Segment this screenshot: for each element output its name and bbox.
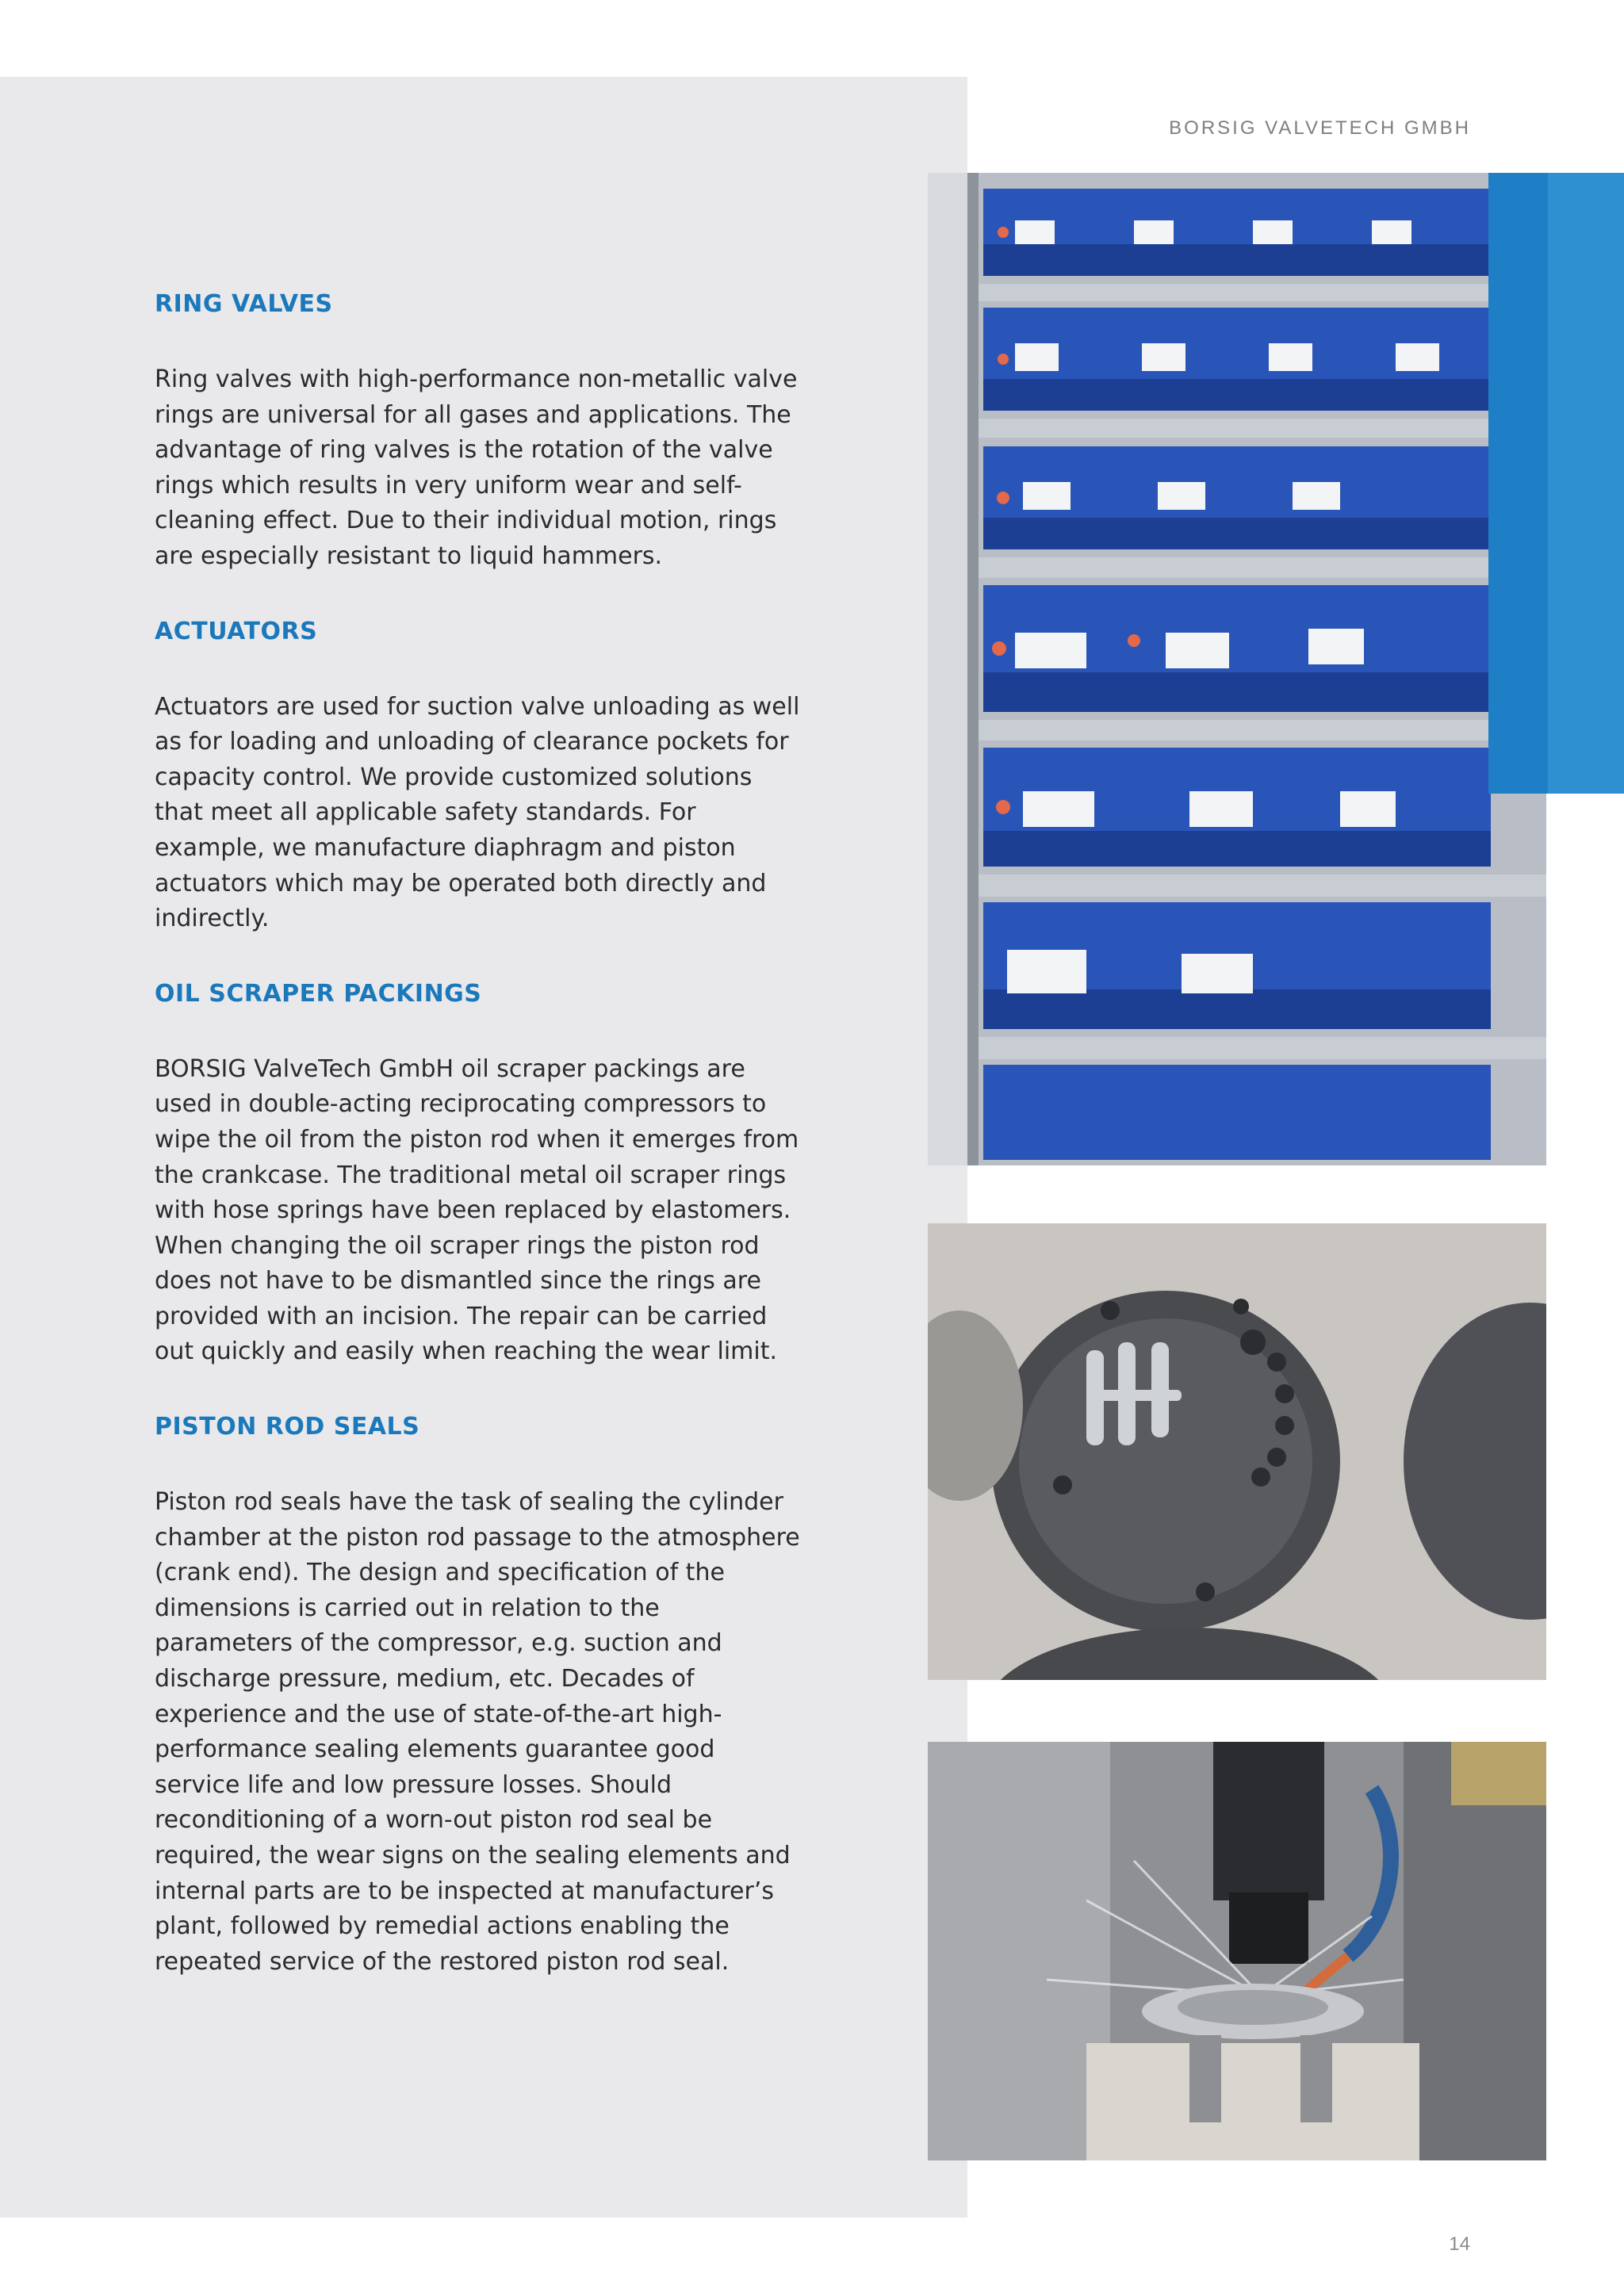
valve-plates-photo <box>928 1223 1546 1680</box>
blue-accent-strip <box>1488 173 1624 794</box>
section-body: Actuators are used for suction valve unloading as well as for loading and unloading of clearance pockets for capacity control. We provide customized solutions that meet all applicable safety standards. For example, we manufacture diaphragm and piston actuators which may be operated both directly and indirectly. <box>155 692 800 933</box>
section-heading: OIL SCRAPER PACKINGS <box>155 979 482 1008</box>
warehouse-shelves-photo <box>928 173 1546 1165</box>
section-heading: RING VALVES <box>155 290 333 318</box>
text-column <box>155 282 805 2015</box>
section-actuators <box>155 610 805 937</box>
blue-accent-strip-inner <box>1488 173 1548 794</box>
page-number: 14 <box>1449 2233 1470 2255</box>
section-ring-valves <box>155 282 805 575</box>
section-body: Ring valves with high-performance non-metallic valve rings are universal for all gases and applications. The advantage of ring valves is the rotation of the valve rings which results in very uniform wear and self-cleaning effect. Due to their individual motion, rings are especially resistant to liquid hammers. <box>155 365 798 570</box>
section-heading: ACTUATORS <box>155 617 318 645</box>
section-body: BORSIG ValveTech GmbH oil scraper packings are used in double-acting reciprocating compressors to wipe the oil from the piston rod when it emerges from the crankcase. The traditional metal oil scraper rings with hose springs have been replaced by elastomers. When changing the oil scraper rings the piston rod does not have to be dismantled since the rings are provided with an incision. The repair can be carried out quickly and easily when reaching the wear limit. <box>155 1054 799 1366</box>
section-heading: PISTON ROD SEALS <box>155 1413 420 1441</box>
section-oil-scraper-packings <box>155 972 805 1370</box>
company-name: BORSIG VALVETECH GMBH <box>1169 117 1471 139</box>
cnc-machining-photo <box>928 1742 1546 2160</box>
section-body: Piston rod seals have the task of sealing the cylinder chamber at the piston rod passage to the atmosphere (crank end). The design and specification of the dimensions is carried out in relation to the parameters of the compressor, e.g. suction and discharge pressure, medium, etc. Decades of experience and the use of state-of-the-art high-performance sealing elements guarantee good service life and low pressure losses. Should reconditioning of a worn-out piston rod seal be required, the wear signs on the sealing elements and internal parts are to be inspected at manufacturer’s plant, followed by remedial actions enabling the repeated service of the restored piston rod seal. <box>155 1488 800 1976</box>
section-piston-rod-seals <box>155 1405 805 1980</box>
